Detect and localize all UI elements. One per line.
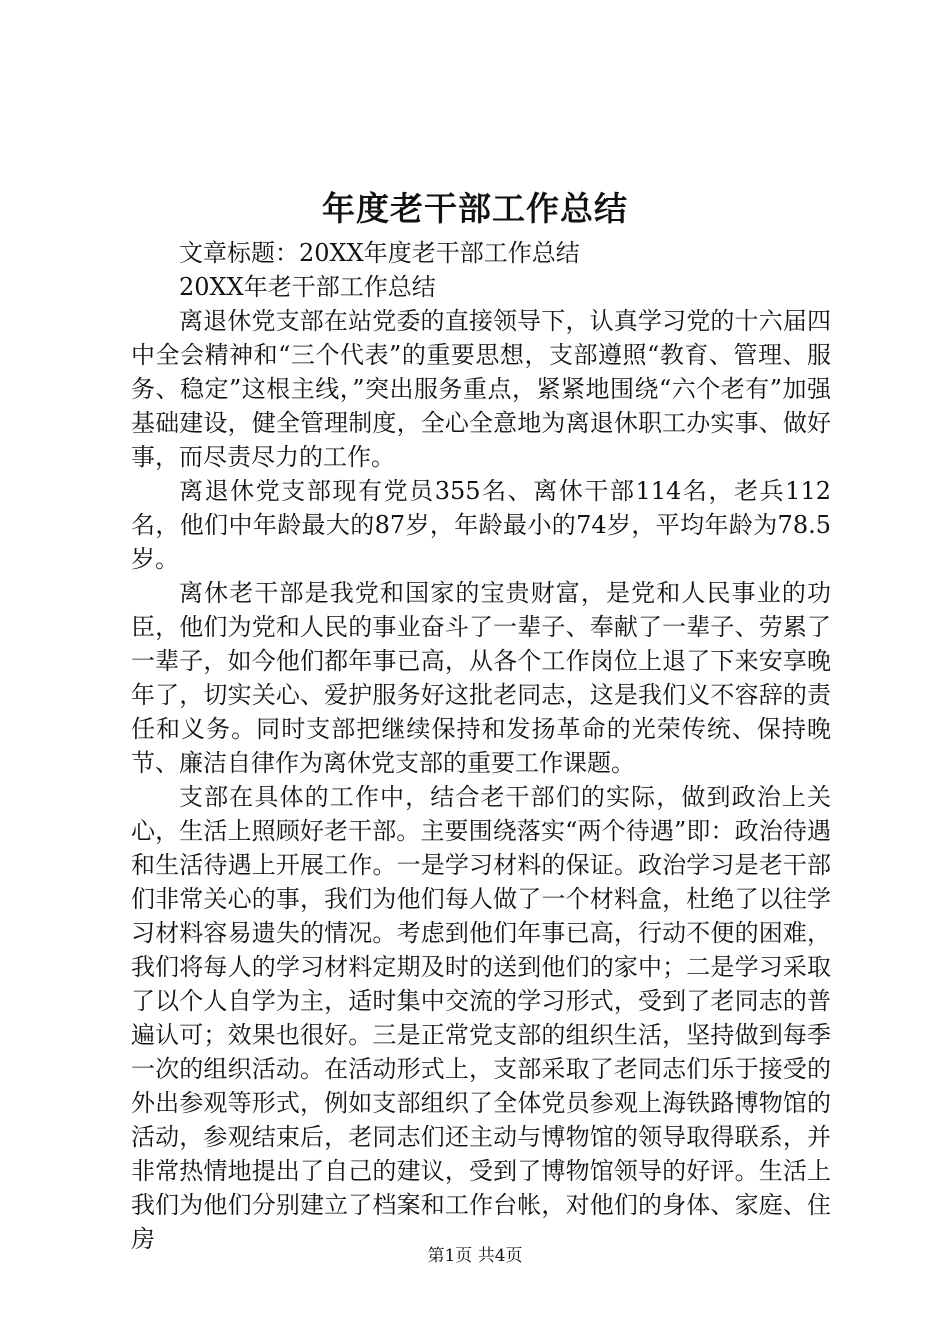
- paragraph: 离休老干部是我党和国家的宝贵财富，是党和人民事业的功臣，他们为党和人民的事业奋斗了一辈子、奉献了一辈子、劳累了一辈子，如今他们都年事已高，从各个工作岗位上退了下来安享晚年了，切实关心、爱护服务好这批老同志，这是我们义不容辞的责任和义务。同时支部把继续保持和发扬革命的光荣传统、保持晚节、廉洁自律作为离休党支部的重要工作课题。: [131, 579, 831, 777]
- document-body: [131, 236, 831, 1256]
- page-number-footer: 第1页 共4页: [427, 1246, 523, 1266]
- subtitle-line: 20XX年老干部工作总结: [179, 273, 436, 301]
- paragraph: 支部在具体的工作中，结合老干部们的实际，做到政治上关心，生活上照顾好老干部。主要围绕落实“两个待遇”即：政治待遇和生活待遇上开展工作。一是学习材料的保证。政治学习是老干部们非常关心的事，我们为他们每人做了一个材料盒，杜绝了以往学习材料容易遗失的情况。考虑到他们年事已高，行动不便的困难，我们将每人的学习材料定期及时的送到他们的家中；二是学习采取了以个人自学为主，适时集中交流的学习形式，受到了老同志的普遍认可；效果也很好。三是正常党支部的组织生活，坚持做到每季一次的组织活动。在活动形式上，支部采取了老同志们乐于接受的外出参观等形式，例如支部组织了全体党员参观上海铁路博物馆的活动，参观结束后，老同志们还主动与博物馆的领导取得联系，并非常热情地提出了自己的建议，受到了博物馆领导的好评。生活上我们为他们分别建立了档案和工作台帐，对他们的身体、家庭、住房: [131, 783, 831, 1253]
- paragraph: 离退休党支部现有党员355名、离休干部114名，老兵112名，他们中年龄最大的87岁，年龄最小的74岁，平均年龄为78.5岁。: [131, 477, 831, 573]
- paragraph: 离退休党支部在站党委的直接领导下，认真学习党的十六届四中全会精神和“三个代表”的重要思想，支部遵照“教育、管理、服务、稳定”这根主线，”突出服务重点，紧紧地围绕“六个老有”加强基础建设，健全管理制度，全心全意地为离退休职工办实事、做好事，而尽责尽力的工作。: [131, 307, 831, 471]
- document-title: 年度老干部工作总结: [322, 189, 628, 228]
- article-title-line: 文章标题：20XX年度老干部工作总结: [179, 239, 580, 267]
